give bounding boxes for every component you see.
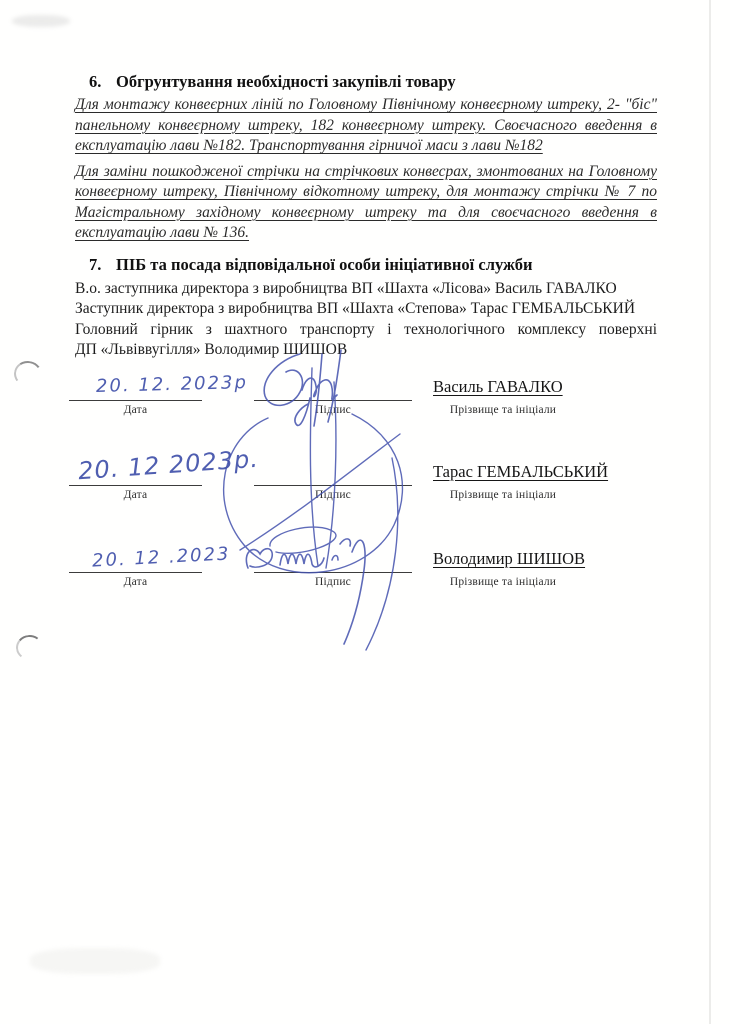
date-line-1 xyxy=(69,400,202,401)
date-label-3: Дата xyxy=(123,576,148,588)
paragraph-line: Магістральному західному конвеєрному штреку та для своєчасного введення в xyxy=(75,203,657,221)
signatory-name-2: Тарас ГЕМБАЛЬСЬКИЙ xyxy=(433,462,609,481)
justification-paragraph-2 xyxy=(75,162,657,244)
paragraph-line: експлуатацію лави № 136. xyxy=(75,224,250,241)
name-label-3: Прізвище та ініціали xyxy=(449,576,557,588)
responsible-person-line: В.о. заступника директора з виробництва ВП «Шахта «Лісова» Василь ГАВАЛКО xyxy=(75,279,617,297)
responsible-person-line: Заступник директора з виробництва ВП «Шахта «Степова» Тарас ГЕМБАЛЬСЬКИЙ xyxy=(75,300,636,317)
signatory-name-3: Володимир ШИШОВ xyxy=(433,549,586,568)
section-7-title: ПІБ та посада відповідальної особи ініціативної служби xyxy=(116,254,533,274)
date-label-2: Дата xyxy=(123,489,148,501)
paragraph-line: панельному конвеєрному штреку, 182 конвеєрному штреку. Своєчасного введення в xyxy=(75,116,657,134)
date-line-2 xyxy=(69,485,202,486)
scan-smudge-bottom-left xyxy=(30,948,160,974)
handwritten-date-1: 20. 12. 2023р xyxy=(95,372,249,397)
signature-label-2: Підпис xyxy=(315,489,351,501)
section-7-heading xyxy=(75,254,657,275)
document-body xyxy=(75,71,657,361)
section-6-number: 6. xyxy=(89,72,102,91)
binding-mark-upper xyxy=(12,359,44,389)
signature-line-1 xyxy=(254,400,412,401)
paragraph-line: Для заміни пошкодженої стрічки на стрічкових конвесрах, змонтованих на Головному xyxy=(75,162,657,180)
signature-label-1: Підпис xyxy=(315,404,351,416)
handwritten-date-2: 20. 12 2023р. xyxy=(77,444,260,486)
date-label-1: Дата xyxy=(123,404,148,416)
responsible-person-line: Головний гірник з шахтного транспорту і технологічного комплексу поверхні xyxy=(75,320,657,338)
signature-scribble-3 xyxy=(246,539,365,644)
paragraph-line: конвеєрному штреку, Північному відкотному штреку, для монтажу стрічки № 7 по xyxy=(75,183,657,200)
responsible-person-line: ДП «Львіввугілля» Володимир ШИШОВ xyxy=(75,341,348,358)
handwritten-date-3: 20. 12 .2023 xyxy=(91,543,231,572)
signature-line-2 xyxy=(254,485,412,486)
signature-line-3 xyxy=(254,572,412,573)
paragraph-line: Для монтажу конвеєрних ліній по Головному Північному конвеєрному штреку, 2- "біс" xyxy=(75,96,657,113)
name-label-1: Прізвище та ініціали xyxy=(449,404,557,416)
binding-mark-lower xyxy=(15,634,44,662)
paragraph-line: експлуатацію лави №182. Транспортування гірничої маси з лави №182 xyxy=(75,137,543,154)
section-7-number: 7. xyxy=(89,254,102,274)
justification-paragraph-1 xyxy=(75,95,657,157)
signatory-name-1: Василь ГАВАЛКО xyxy=(433,377,563,396)
date-line-3 xyxy=(69,572,202,573)
section-6-title: Обгрунтування необхідності закупівлі товару xyxy=(116,72,456,91)
name-label-2: Прізвище та ініціали xyxy=(449,489,557,501)
scan-smudge-top-left xyxy=(12,15,70,27)
section-6-heading xyxy=(75,71,657,92)
signature-label-3: Підпис xyxy=(315,576,351,588)
scan-edge-line xyxy=(709,0,711,1024)
